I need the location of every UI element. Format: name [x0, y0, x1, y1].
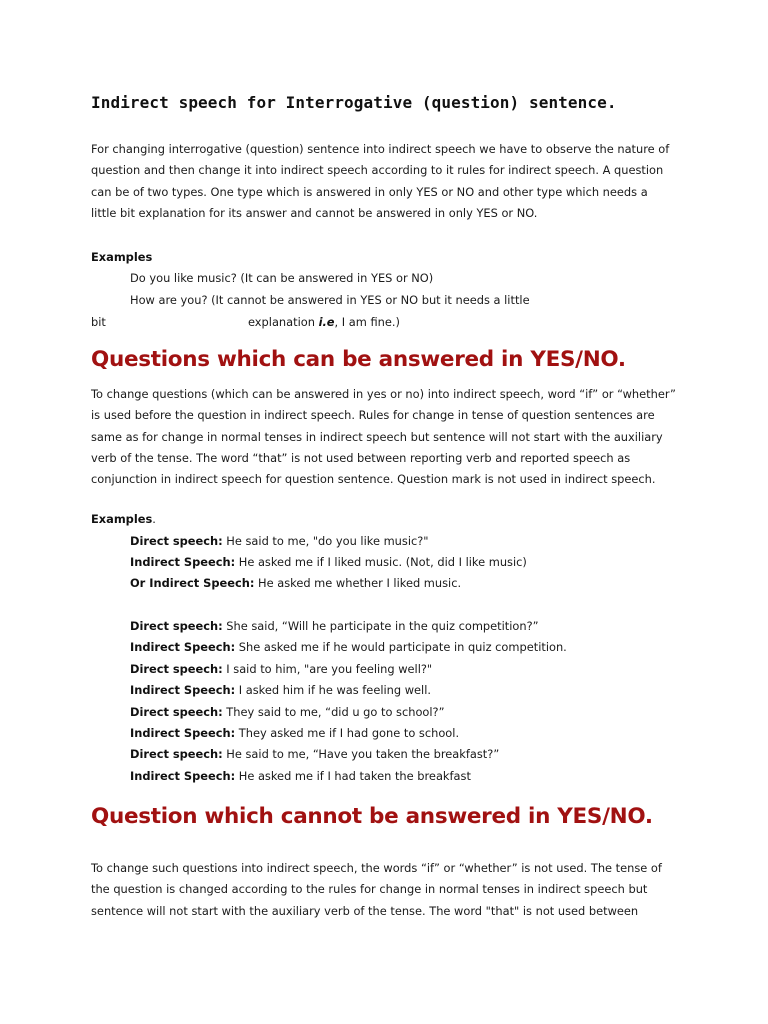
text-line: same as for change in normal tenses in indirect speech but sentence will not start with the auxiliary [91, 429, 663, 444]
speech-text: They asked me if I had gone to school. [235, 726, 460, 740]
speech-label: Direct speech: [130, 619, 223, 633]
speech-label: Direct speech: [130, 747, 223, 761]
text-line: sentence will not start with the auxiliary verb of the tense. The word "that" is not used between [91, 903, 639, 918]
section-heading-yes-no: Questions which can be answered in YES/NO. [91, 347, 626, 372]
example-pair-line [130, 769, 471, 783]
speech-label: Indirect Speech: [130, 555, 236, 569]
text-line: To change questions (which can be answered in yes or no) into indirect speech, word “if” or “whether” [91, 387, 676, 401]
ie-abbreviation: i.e [318, 315, 335, 329]
speech-text: He asked me whether I liked music. [254, 576, 462, 590]
speech-text: He said to me, "do you like music?" [222, 534, 429, 548]
example-pair-line [130, 619, 539, 633]
speech-text: He said to me, “Have you taken the breakfast?” [222, 747, 500, 761]
text-line: question and then change it into indirect speech according to it rules for indirect speech. A question [91, 163, 664, 178]
speech-text: I said to him, "are you feeling well?" [222, 662, 433, 676]
example-line: Do you like music? (It can be answered in YES or NO) [130, 271, 434, 285]
text-line: little bit explanation for its answer and cannot be answered in only YES or NO. [91, 205, 538, 220]
example-pair-line [130, 576, 461, 590]
speech-label: Indirect Speech: [130, 640, 236, 654]
examples-label: Examples [91, 250, 153, 264]
speech-label: Indirect Speech: [130, 726, 236, 740]
speech-text: He asked me if I liked music. (Not, did I like music) [235, 555, 527, 569]
example-text: , I am fine.) [334, 315, 400, 329]
speech-label: Direct speech: [130, 705, 223, 719]
example-pair-line [130, 747, 499, 761]
example-pair-line [130, 662, 432, 676]
speech-text: I asked him if he was feeling well. [235, 683, 432, 697]
example-text: explanation [248, 315, 319, 329]
page-title: Indirect speech for Interrogative (question) sentence. [91, 93, 617, 112]
examples-label-text: Examples [91, 512, 153, 526]
example-pair-line [130, 683, 431, 697]
speech-text: She said, “Will he participate in the quiz competition?” [222, 619, 539, 633]
text-line: verb of the tense. The word “that” is not used between reporting verb and reported speech as [91, 450, 631, 465]
example-pair-line [130, 640, 567, 654]
text-line: the question is changed according to the rules for change in normal tenses in indirect speech but [91, 882, 648, 897]
intro-paragraph [91, 139, 691, 224]
example-line-continued [248, 315, 400, 329]
example-pair-line [130, 534, 429, 548]
speech-text: They said to me, “did u go to school?” [222, 705, 445, 719]
example-pair-line [130, 726, 459, 740]
speech-label: Or Indirect Speech: [130, 576, 255, 590]
not-yes-no-paragraph [91, 858, 691, 922]
example-pair-line [130, 705, 445, 719]
example-line-start: bit [91, 315, 106, 329]
text-line: can be of two types. One type which is answered in only YES or NO and other type which needs a [91, 184, 648, 199]
yes-no-paragraph [91, 384, 691, 490]
example-line: How are you? (It cannot be answered in YES or NO but it needs a little [130, 293, 530, 307]
speech-label: Direct speech: [130, 534, 223, 548]
speech-text: He asked me if I had taken the breakfast [235, 769, 471, 783]
speech-label: Indirect Speech: [130, 769, 236, 783]
text-line: For changing interrogative (question) sentence into indirect speech we have to observe the nature of [91, 142, 670, 156]
speech-label: Indirect Speech: [130, 683, 236, 697]
section-heading-not-yes-no: Question which cannot be answered in YES/NO. [91, 804, 653, 829]
example-pair-line [130, 555, 527, 569]
examples-label-dot: . [152, 512, 156, 526]
examples-label-2 [91, 512, 156, 526]
text-line: To change such questions into indirect speech, the words “if” or “whether” is not used. The tense of [91, 861, 662, 875]
text-line: is used before the question in indirect speech. Rules for change in tense of question sentences are [91, 408, 655, 423]
speech-label: Direct speech: [130, 662, 223, 676]
speech-text: She asked me if he would participate in quiz competition. [235, 640, 567, 654]
text-line: conjunction in indirect speech for question sentence. Question mark is not used in indirect speech. [91, 472, 656, 487]
